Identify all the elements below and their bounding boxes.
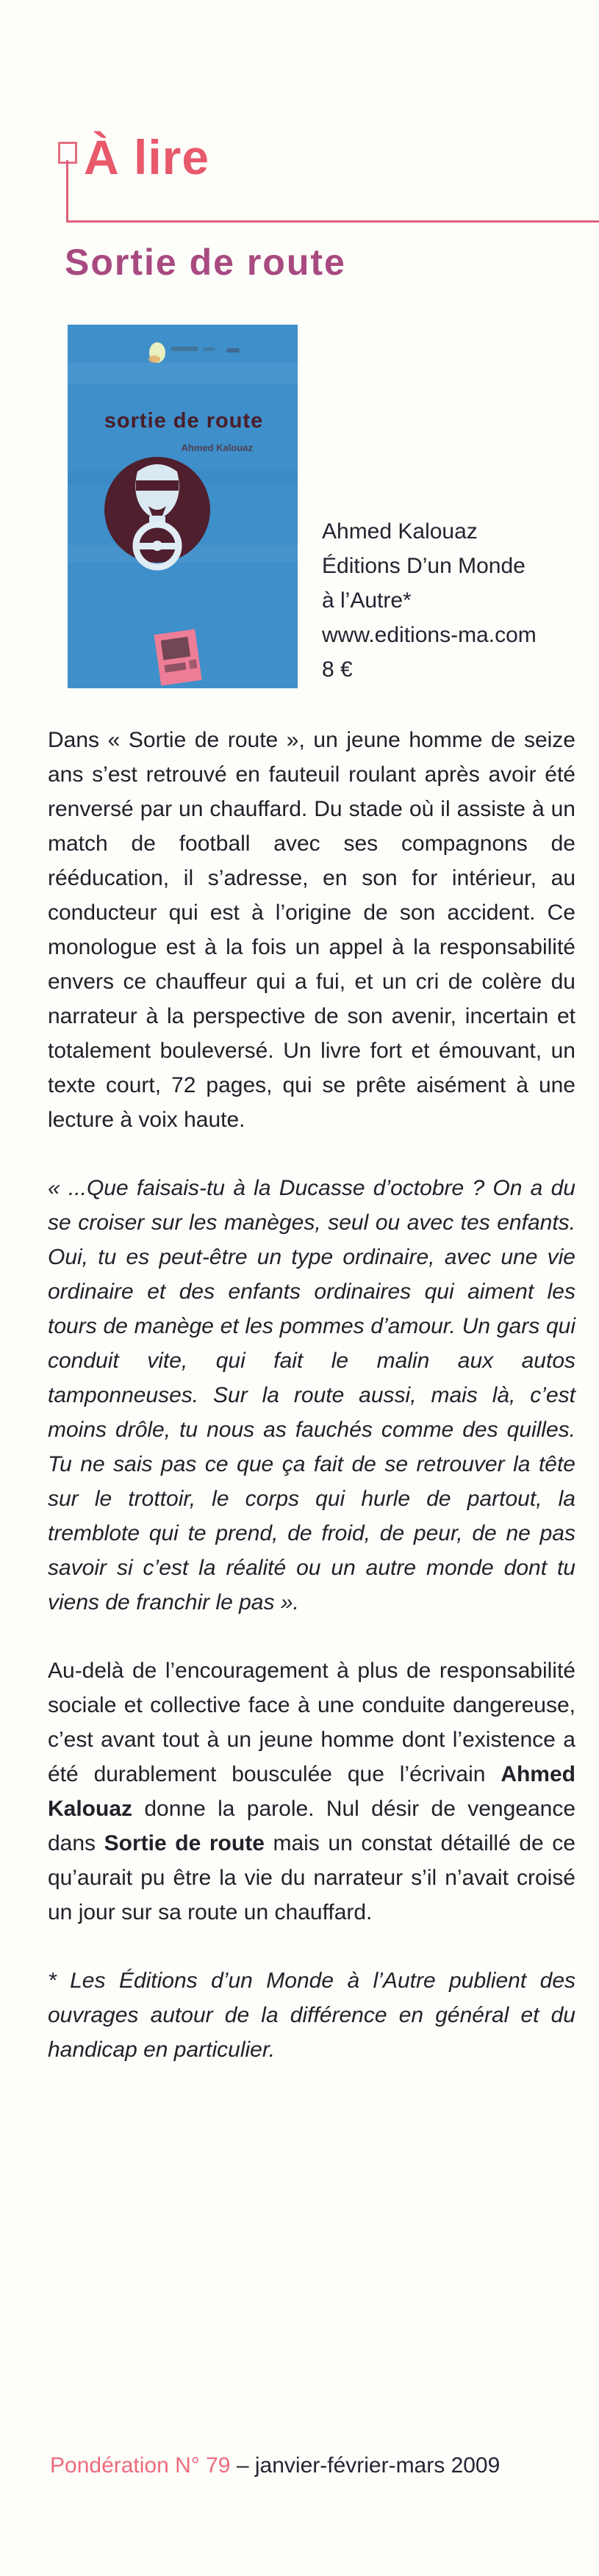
review-conclusion-paragraph (48, 1653, 575, 1930)
book-cover (68, 325, 298, 688)
review-intro-paragraph: Dans « Sortie de route », un jeune homme de seize ans s’est retrouvé en fauteuil roulant après avoir été renversé par un chauffard. Du stade où il assiste à un match de football avec ses compagnons de rééducation, il s’adresse, en son for intérieur, au conducteur qui est à l’origine de son accident. Ce monologue est à la fois un appel à la responsabilité envers ce chauffeur qui a fui, et un cri de colère du narrateur à la perspective de son avenir, incertain et totalement bouleversé. Un livre fort et émouvant, un texte court, 72 pages, qui se prête aisément à une lecture à voix haute. (48, 728, 575, 1132)
journal-name: Pondération N° 79 (50, 2453, 231, 2478)
article-title: Sortie de route (65, 242, 346, 283)
publisher-footnote: * Les Éditions d’un Monde à l’Autre publient des ouvrages autour de la différence en général et du handicap en particulier. (48, 1969, 575, 2062)
book-excerpt-quote: « ...Que faisais-tu à la Ducasse d’octobre ? On a du se croiser sur les manèges, seul ou avec tes enfants. Oui, tu es peut-être un type ordinaire, avec une vie ordinaire et des enfants ordinaires qui aiment les tours de manège et les pommes d’amour. Un gars qui conduit vite, qui fait le malin aux autos tamponneuses. Sur la route aussi, mais là, c’est moins drôle, tu nous as fauchés comme des quilles. Tu ne sais pas ce que ça fait de se retrouver la tête sur le trottoir, le corps qui hurle de partout, la tremblote qui te prend, de froid, de peur, de ne pas savoir si c’est la réalité ou un autre monde dont tu viens de franchir le pas ». (48, 1176, 575, 1614)
cover-title-text: sortie de route (104, 409, 264, 433)
section-title: À lire (84, 130, 210, 184)
article-body (48, 723, 575, 2101)
book-info-publisher-line2: à l’Autre* (322, 588, 412, 613)
book-info (322, 514, 537, 687)
cover-author-text: Ahmed Kalouaz (181, 442, 253, 453)
issue-date: – janvier-février-mars 2009 (236, 2453, 501, 2478)
book-cover-art (68, 325, 298, 688)
book-info-price: 8 € (322, 657, 353, 682)
review-segment: donne la parole. Nul désir de vengeance dans (48, 1797, 575, 1855)
review-segment: Au-delà de l’encouragement à plus de responsabilité sociale et collective face à une conduite dangereuse, c’est avant tout à un jeune homme dont l’existence a été durablement bousculée que l’écrivain (48, 1659, 575, 1786)
page-footer (50, 2453, 500, 2478)
header-horizontal-rule (66, 220, 599, 223)
review-segment: mais un constat détaillé de ce qu’aurait pu être la vie du narrateur s’il n’avait croisé un jour sur sa route un chauffard. (48, 1831, 575, 1924)
book-info-website: www.editions-ma.com (322, 623, 537, 647)
review-author-name-bold: Ahmed Kalouaz (48, 1762, 575, 1821)
book-info-publisher-line1: Éditions D’un Monde (322, 554, 526, 578)
cover-stamp (154, 629, 202, 685)
book-info-author: Ahmed Kalouaz (322, 519, 478, 544)
review-book-title-bold: Sortie de route (104, 1831, 265, 1855)
header-vertical-rule (66, 160, 68, 222)
